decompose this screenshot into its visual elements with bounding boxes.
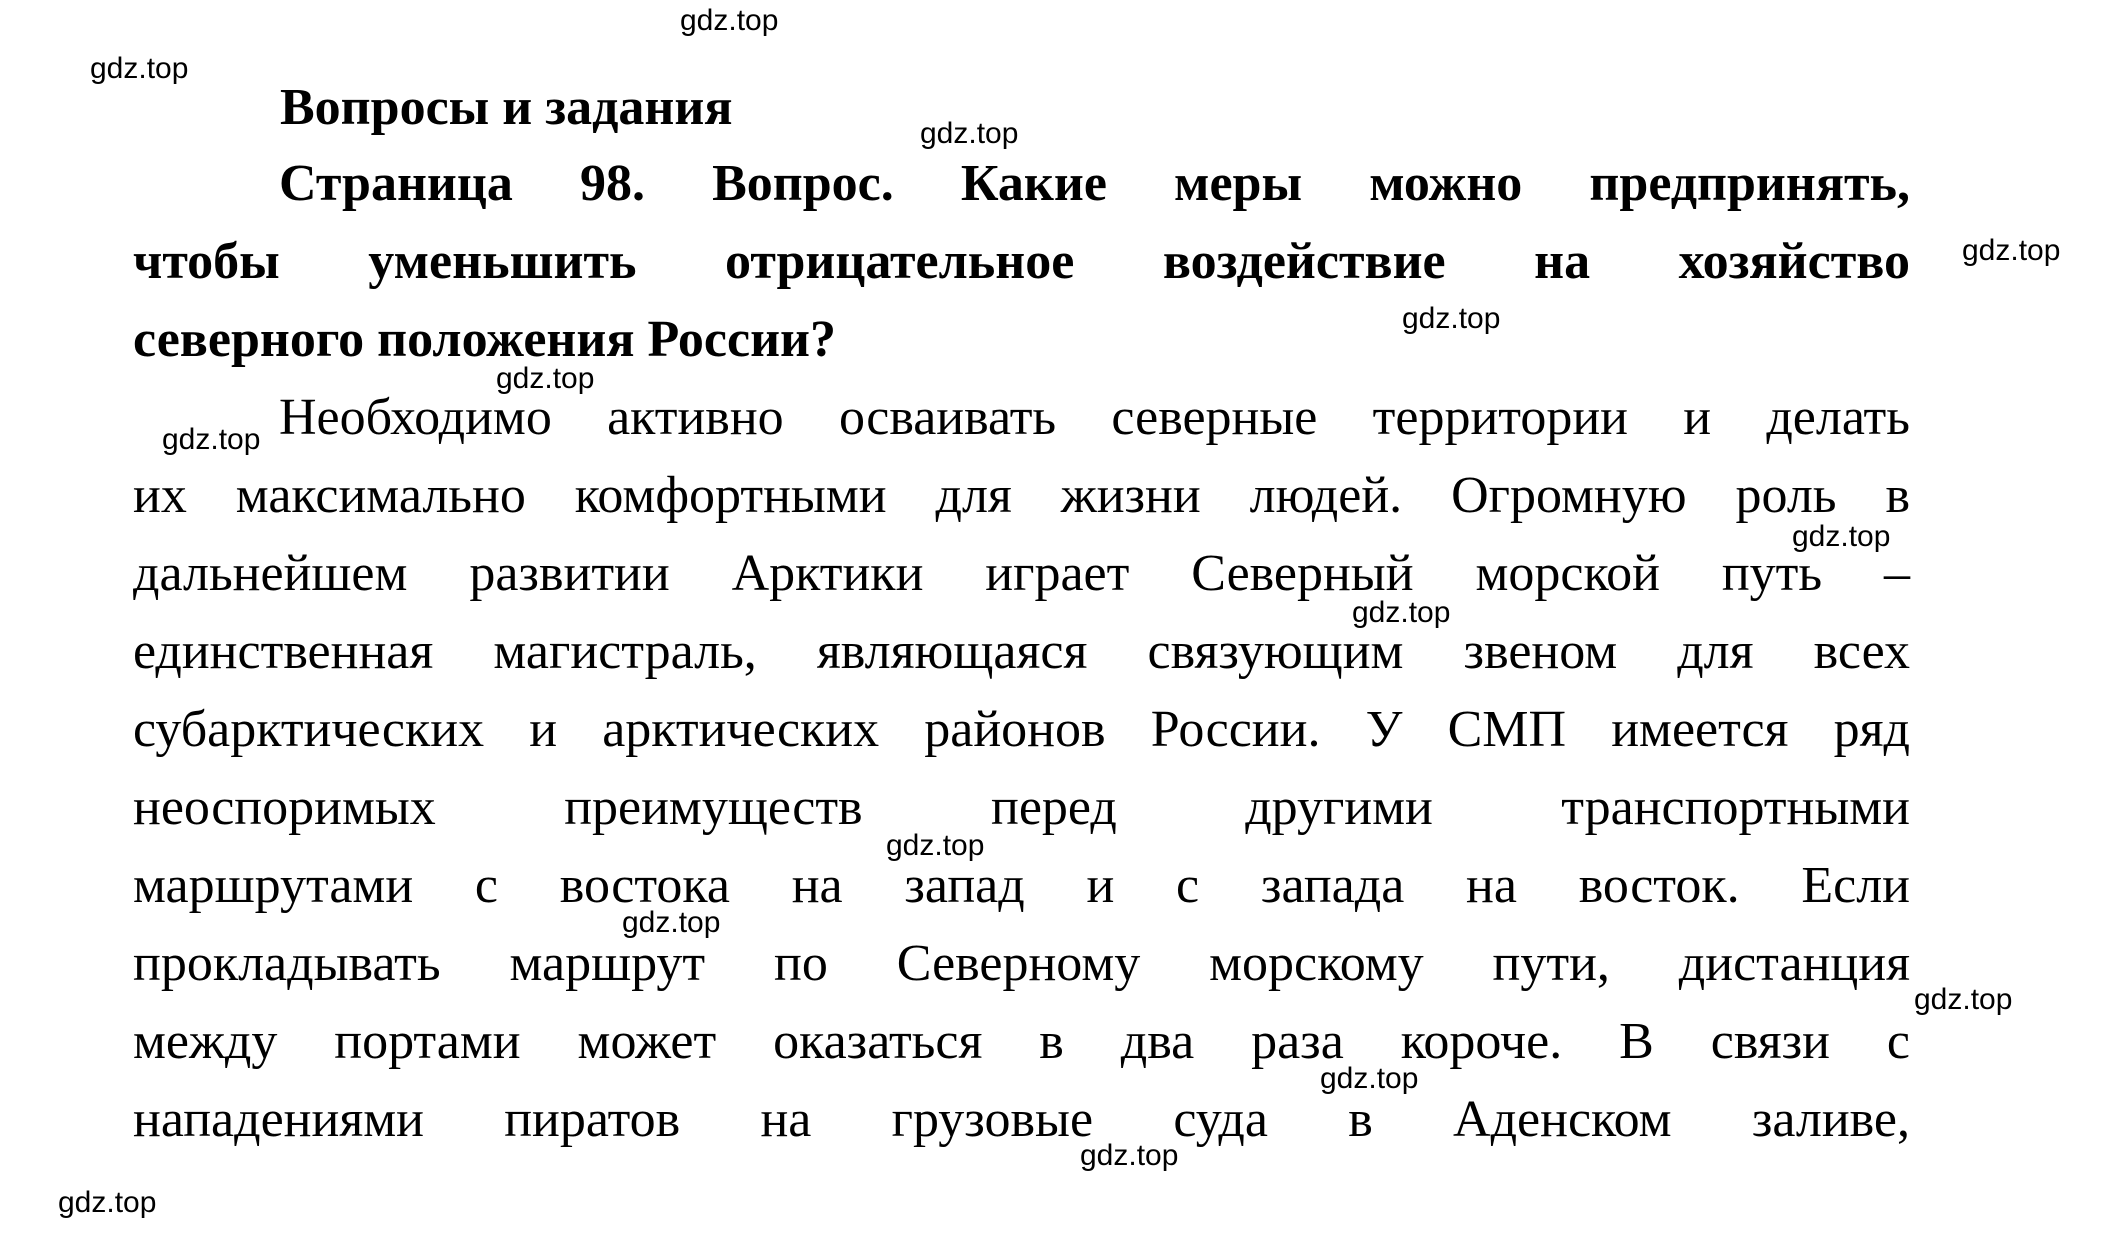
answer-line: между портами может оказаться в два раза короче. В связи с bbox=[133, 1013, 1910, 1070]
watermark: gdz.top bbox=[1320, 1062, 1419, 1095]
watermark: gdz.top bbox=[1402, 302, 1501, 335]
watermark: gdz.top bbox=[1080, 1139, 1179, 1172]
question-line: чтобы уменьшить отрицательное воздействие на хозяйство bbox=[133, 233, 1910, 290]
answer-line: единственная магистраль, являющаяся связующим звеном для всех bbox=[133, 623, 1910, 680]
watermark: gdz.top bbox=[496, 362, 595, 395]
answer-line: маршрутами с востока на запад и с запада на восток. Если bbox=[133, 857, 1910, 914]
watermark: gdz.top bbox=[680, 4, 779, 37]
watermark: gdz.top bbox=[58, 1186, 157, 1219]
watermark: gdz.top bbox=[1962, 234, 2061, 267]
answer-line: дальнейшем развитии Арктики играет Северный морской путь – bbox=[133, 545, 1910, 602]
watermark: gdz.top bbox=[1914, 983, 2013, 1016]
watermark: gdz.top bbox=[886, 829, 985, 862]
watermark: gdz.top bbox=[920, 117, 1019, 150]
watermark: gdz.top bbox=[1352, 596, 1451, 629]
watermark: gdz.top bbox=[1792, 520, 1891, 553]
answer-line: субарктических и арктических районов России. У СМП имеется ряд bbox=[133, 701, 1910, 758]
question-line: Страница 98. Вопрос. Какие меры можно предпринять, bbox=[279, 155, 1910, 212]
watermark: gdz.top bbox=[162, 423, 261, 456]
answer-line: Необходимо активно осваивать северные территории и делать bbox=[279, 389, 1910, 446]
answer-line: неоспоримых преимуществ перед другими транспортными bbox=[133, 779, 1910, 836]
answer-line: прокладывать маршрут по Северному морскому пути, дистанция bbox=[133, 935, 1910, 992]
watermark: gdz.top bbox=[90, 52, 189, 85]
answer-line: нападениями пиратов на грузовые суда в Аденском заливе, bbox=[133, 1091, 1910, 1148]
watermark: gdz.top bbox=[622, 906, 721, 939]
answer-line: их максимально комфортными для жизни людей. Огромную роль в bbox=[133, 467, 1910, 524]
section-heading: Вопросы и задания bbox=[280, 79, 733, 136]
question-line: северного положения России? bbox=[133, 311, 837, 368]
